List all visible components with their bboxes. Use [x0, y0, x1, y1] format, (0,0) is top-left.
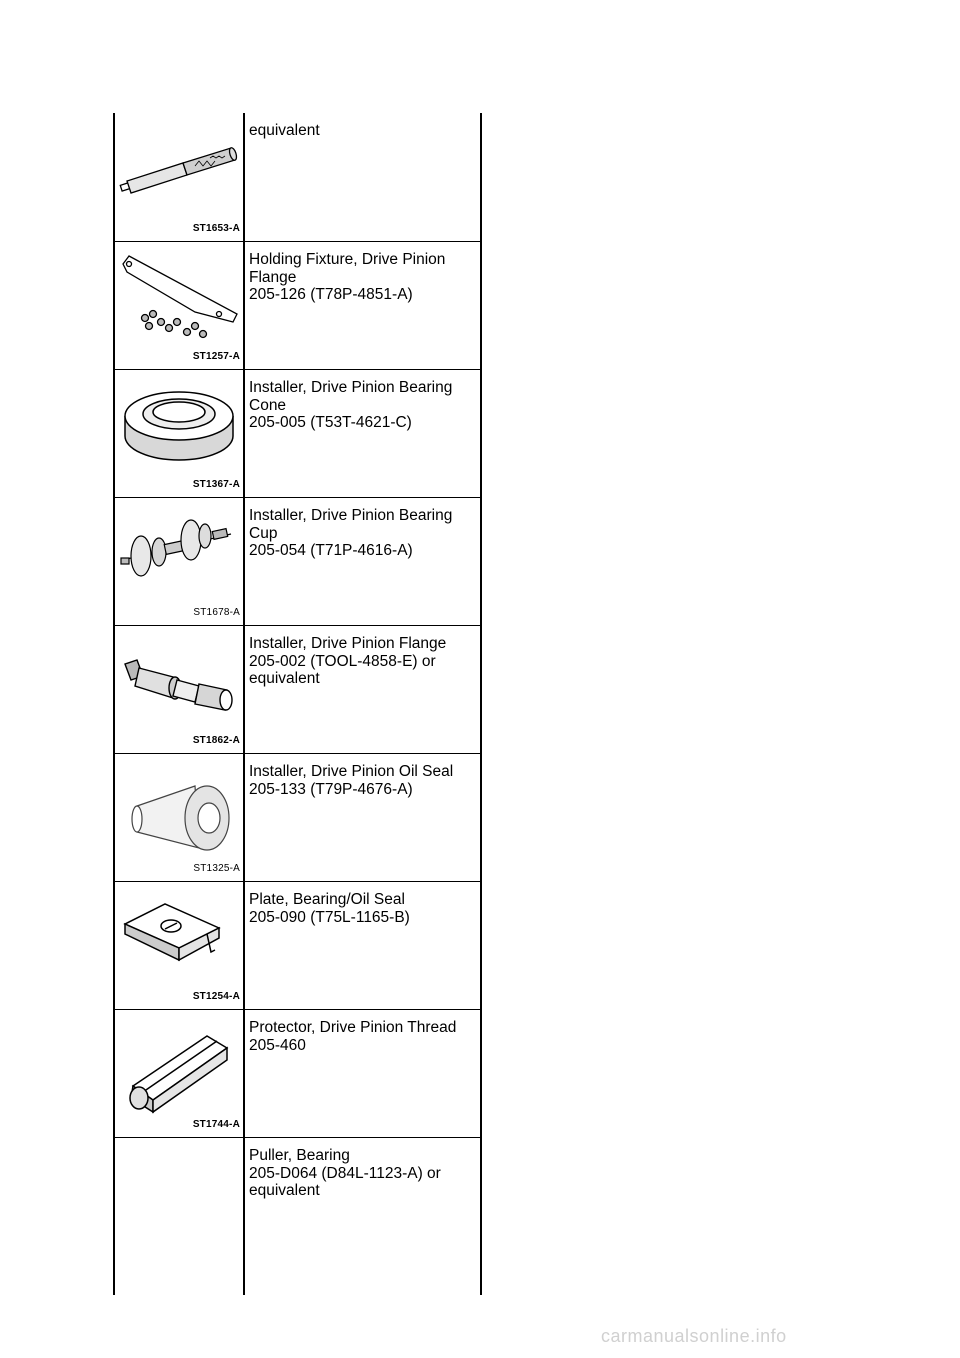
table-row — [115, 882, 480, 1010]
tool-image-cell — [115, 242, 245, 369]
figure-code: ST1678-A — [193, 607, 240, 618]
tool-line: 205-126 (T78P-4851-A) — [249, 286, 413, 303]
tool-line: Holding Fixture, Drive Pinion — [249, 251, 446, 268]
tool-line: Installer, Drive Pinion Oil Seal — [249, 763, 454, 780]
table-row — [115, 498, 480, 626]
figure-code: ST1325-A — [193, 863, 240, 874]
table-row — [115, 113, 480, 242]
table-row — [115, 242, 480, 370]
tool-line: Protector, Drive Pinion Thread — [249, 1019, 457, 1036]
tool-line: Puller, Bearing — [249, 1147, 350, 1164]
tool-description — [245, 113, 480, 241]
table-row — [115, 370, 480, 498]
tool-line: Installer, Drive Pinion Flange — [249, 635, 447, 652]
tool-line: Installer, Drive Pinion Bearing — [249, 507, 453, 524]
tool-image-cell — [115, 498, 245, 625]
tool-description — [245, 1010, 480, 1137]
tool-line: equivalent — [249, 1182, 320, 1199]
tool-description — [245, 754, 480, 881]
tool-description — [245, 498, 480, 625]
tool-line: Cone — [249, 396, 287, 414]
figure-code: ST1254-A — [192, 991, 240, 1002]
site-watermark: carmanualsonline.info — [601, 1326, 787, 1346]
table-row — [115, 626, 480, 754]
special-tools-table — [113, 113, 482, 1295]
tool-line: 205-005 (T53T-4621-C) — [249, 414, 412, 431]
figure-code: ST1367-A — [192, 479, 240, 490]
figure-code: ST1653-A — [192, 223, 240, 234]
tool-line: Installer, Drive Pinion Bearing — [249, 379, 453, 396]
tool-description — [245, 242, 480, 369]
tool-line: 205-054 (T71P-4616-A) — [249, 542, 413, 559]
drive-handle-icon — [115, 113, 243, 241]
tool-line: 205-090 (T75L-1165-B) — [249, 908, 410, 926]
tool-description — [245, 626, 480, 753]
tool-image-cell — [115, 626, 245, 753]
figure-code: ST1744-A — [192, 1119, 240, 1130]
figure-code: ST1862-A — [192, 735, 240, 746]
tool-image-cell — [115, 113, 245, 241]
tool-line: Cup — [249, 524, 278, 542]
tool-image-cell — [115, 1138, 245, 1295]
tool-description — [245, 882, 480, 1009]
table-row — [115, 754, 480, 882]
tool-line: Plate, Bearing/Oil Seal — [249, 891, 405, 908]
tool-description — [245, 1138, 480, 1295]
tool-line: Flange — [249, 268, 297, 286]
tool-image-cell — [115, 754, 245, 881]
tool-line: 205-D064 (D84L-1123-A) or — [249, 1164, 441, 1182]
tool-line: equivalent — [249, 122, 320, 139]
tool-line: equivalent — [249, 670, 320, 687]
tool-image-cell — [115, 370, 245, 497]
table-row — [115, 1138, 480, 1295]
tool-image-cell — [115, 1010, 245, 1137]
tool-description — [245, 370, 480, 497]
tool-image-cell — [115, 882, 245, 1009]
tool-line: 205-133 (T79P-4676-A) — [249, 780, 413, 798]
figure-code: ST1257-A — [192, 351, 240, 362]
tool-line: 205-002 (TOOL-4858-E) or — [249, 652, 436, 670]
tool-line: 205-460 — [249, 1036, 306, 1054]
table-row — [115, 1010, 480, 1138]
